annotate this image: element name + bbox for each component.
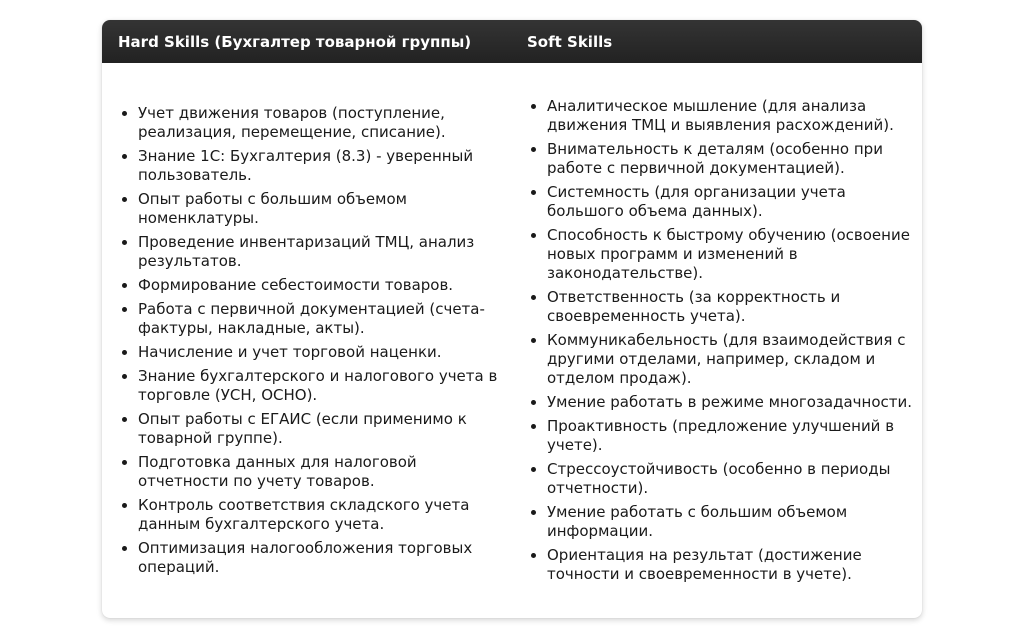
list-item: • Ориентация на результат (достижение точности и своевременности в учете). bbox=[547, 546, 914, 584]
list-item: • Способность к быстрому обучению (освоение новых программ и изменений в законодательстве). bbox=[547, 226, 914, 283]
list-item: • Опыт работы с большим объемом номенклатуры. bbox=[138, 190, 504, 228]
list-item: • Работа с первичной документацией (счета-фактуры, накладные, акты). bbox=[138, 300, 504, 338]
header-hard-skills: Hard Skills (Бухгалтер товарной группы) bbox=[118, 32, 472, 51]
list-item: • Опыт работы с ЕГАИС (если применимо к товарной группе). bbox=[138, 410, 504, 448]
list-item: • Учет движения товаров (поступление, реализация, перемещение, списание). bbox=[138, 104, 504, 142]
list-item: • Коммуникабельность (для взаимодействия с другими отделами, например, складом и отделом продаж). bbox=[547, 331, 914, 388]
list-item: • Формирование себестоимости товаров. bbox=[138, 276, 504, 295]
list-item: • Контроль соответствия складского учета данным бухгалтерского учета. bbox=[138, 496, 504, 534]
list-item: • Ответственность (за корректность и своевременность учета). bbox=[547, 288, 914, 326]
table-header bbox=[102, 20, 922, 63]
list-item: • Подготовка данных для налоговой отчетности по учету товаров. bbox=[138, 453, 504, 491]
list-item: • Знание 1С: Бухгалтерия (8.3) - уверенный пользователь. bbox=[138, 147, 504, 185]
soft-skills-cell bbox=[512, 97, 922, 584]
skills-table bbox=[102, 20, 922, 618]
list-item: • Внимательность к деталям (особенно при работе с первичной документацией). bbox=[547, 140, 914, 178]
list-item: • Начисление и учет торговой наценки. bbox=[138, 343, 504, 362]
list-item: • Системность (для организации учета большого объема данных). bbox=[547, 183, 914, 221]
table-body-row bbox=[102, 63, 922, 618]
hard-skills-cell bbox=[102, 104, 512, 577]
list-item: • Аналитическое мышление (для анализа движения ТМЦ и выявления расхождений). bbox=[547, 97, 914, 135]
header-soft-skills: Soft Skills bbox=[527, 32, 613, 51]
list-item: • Умение работать в режиме многозадачности. bbox=[547, 393, 914, 412]
soft-skills-list bbox=[527, 97, 914, 584]
list-item: • Проактивность (предложение улучшений в учете). bbox=[547, 417, 914, 455]
list-item: • Знание бухгалтерского и налогового учета в торговле (УСН, ОСНО). bbox=[138, 367, 504, 405]
list-item: • Проведение инвентаризаций ТМЦ, анализ результатов. bbox=[138, 233, 504, 271]
list-item: • Оптимизация налогообложения торговых операций. bbox=[138, 539, 504, 577]
hard-skills-list bbox=[118, 104, 504, 577]
list-item: • Умение работать с большим объемом информации. bbox=[547, 503, 914, 541]
list-item: • Стрессоустойчивость (особенно в периоды отчетности). bbox=[547, 460, 914, 498]
